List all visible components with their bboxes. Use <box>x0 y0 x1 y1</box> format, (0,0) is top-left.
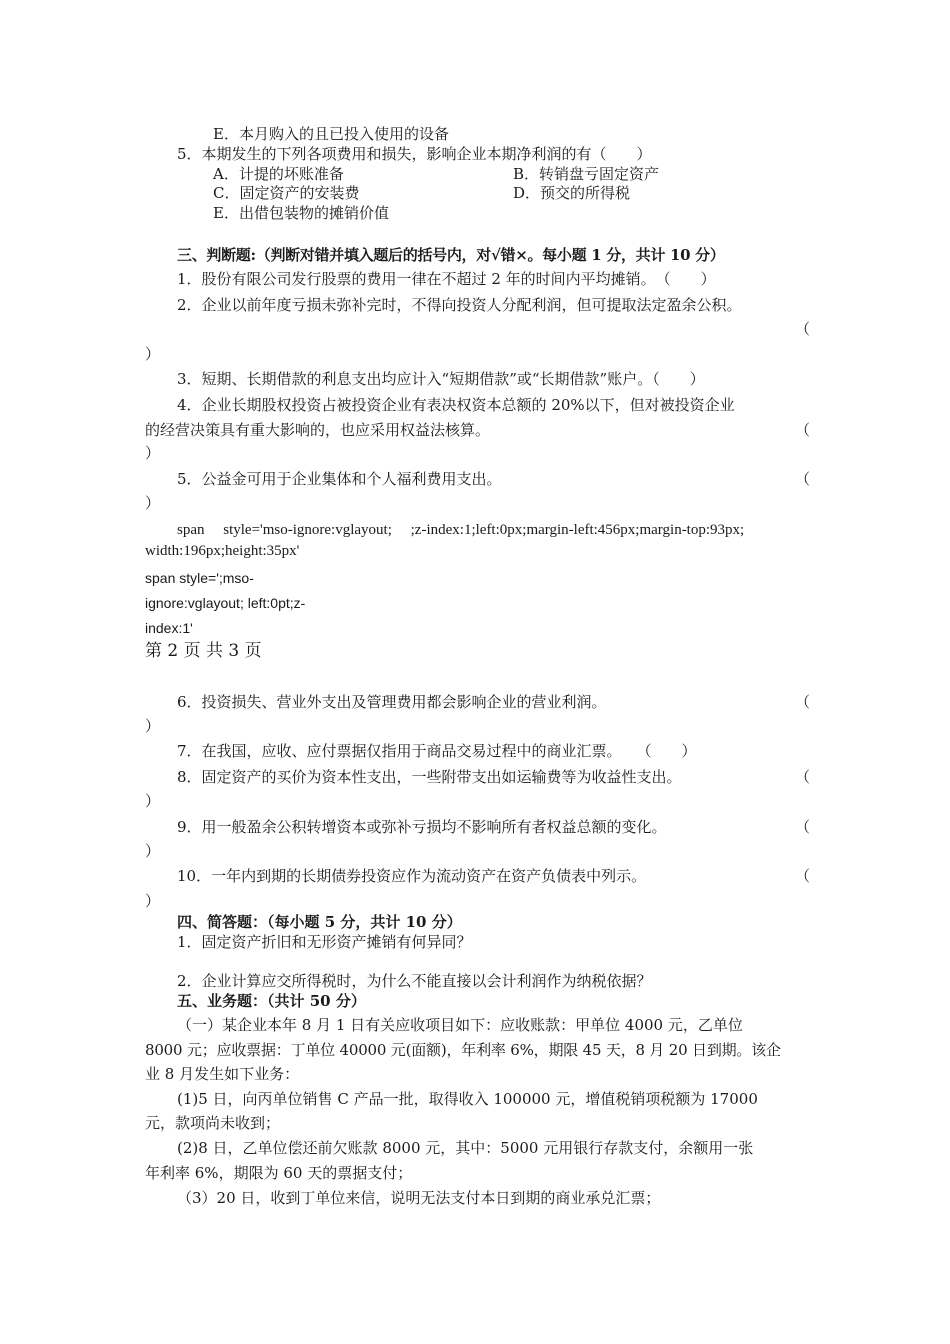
judgment-4-line1: 4．企业长期股权投资占被投资企业有表决权资本总额的 20%以下，但对被投资企业 <box>177 396 735 414</box>
paren-open: （ <box>795 818 811 836</box>
judgment-10: 10．一年内到期的长期债券投资应作为流动资产在资产负债表中列示。 <box>177 867 647 885</box>
problem-1-line2: 8000 元；应收票据：丁单位 40000 元(面额)，年利率 6%，期限 45 天，8 月 20 日到期。该企 <box>145 1041 781 1059</box>
section-4-title: 四、简答题：（每小题 5 分，共计 10 分） <box>177 913 462 931</box>
short-answer-1: 1．固定资产折旧和无形资产摊销有何异同？ <box>177 933 472 951</box>
paren-open: （ <box>795 768 811 786</box>
paren-close: ） <box>145 345 161 363</box>
question-5: 5．本期发生的下列各项费用和损失，影响企业本期净利润的有（ ） <box>177 145 652 163</box>
item-2-line1: (2)8 日，乙单位偿还前欠账款 8000 元，其中：5000 元用银行存款支付，余额用一张 <box>177 1139 754 1157</box>
paren-open: （ <box>795 693 811 711</box>
artifact-line-4: ignore:vglayout; left:0pt;z- <box>145 595 306 611</box>
option-a: A．计提的坏账准备 <box>213 165 344 183</box>
artifact-line-5: index:1' <box>145 620 193 636</box>
judgment-4-line2: 的经营决策具有重大影响的，也应采用权益法核算。 <box>145 421 491 439</box>
option-b: B．转销盘亏固定资产 <box>513 165 660 183</box>
paren-close: ） <box>145 717 161 735</box>
paren-open: （ <box>795 470 811 488</box>
artifact-line-1: span style='mso-ignore:vglayout; ;z-index:1;left:0px;margin-left:456px;margin-top:93px; <box>177 522 745 538</box>
option-e: E．出借包装物的摊销价值 <box>213 204 389 222</box>
judgment-1: 1．股份有限公司发行股票的费用一律在不超过 2 年的时间内平均摊销。 （ ） <box>177 270 716 288</box>
item-1-line1: (1)5 日，向丙单位销售 C 产品一批，取得收入 100000 元，增值税销项税额为 17000 <box>177 1090 758 1108</box>
paren-close: ） <box>145 792 161 810</box>
page-number: 第 2 页 共 3 页 <box>145 641 262 661</box>
item-2-line2: 年利率 6%，期限为 60 天的票据支付； <box>145 1164 413 1182</box>
problem-1-line1: （一）某企业本年 8 月 1 日有关应收项目如下：应收账款：甲单位 4000 元，乙单位 <box>177 1016 743 1034</box>
paren-close: ） <box>145 842 161 860</box>
paren-close: ） <box>145 444 161 462</box>
artifact-line-3: span style=';mso- <box>145 570 254 586</box>
paren-open: （ <box>795 867 811 885</box>
judgment-5: 5．公益金可用于企业集体和个人福利费用支出。 <box>177 470 502 488</box>
paren-open: （ <box>795 421 811 439</box>
paren-open: （ <box>795 320 811 338</box>
paren-close: ） <box>145 494 161 512</box>
option-e-prev: E．本月购入的且已投入使用的设备 <box>213 125 449 143</box>
judgment-3: 3．短期、长期借款的利息支出均应计入“短期借款”或“长期借款”账户。（ ） <box>177 370 705 388</box>
item-1-line2: 元，款项尚未收到； <box>145 1114 281 1132</box>
option-d: D．预交的所得税 <box>513 184 631 202</box>
judgment-8: 8．固定资产的买价为资本性支出，一些附带支出如运输费等为收益性支出。 <box>177 768 682 786</box>
judgment-7: 7．在我国，应收、应付票据仅指用于商品交易过程中的商业汇票。 （ ） <box>177 742 697 760</box>
paren-close: ） <box>145 892 161 910</box>
judgment-9: 9．用一般盈余公积转增资本或弥补亏损均不影响所有者权益总额的变化。 <box>177 818 667 836</box>
judgment-2: 2．企业以前年度亏损未弥补完时，不得向投资人分配利润，但可提取法定盈余公积。 <box>177 296 742 314</box>
section-5-title: 五、业务题：（共计 50 分） <box>177 992 366 1010</box>
problem-1-line3: 业 8 月发生如下业务： <box>145 1065 300 1083</box>
item-3: （3）20 日，收到丁单位来信，说明无法支付本日到期的商业承兑汇票； <box>177 1189 661 1207</box>
judgment-6: 6．投资损失、营业外支出及管理费用都会影响企业的营业利润。 <box>177 693 607 711</box>
short-answer-2: 2．企业计算应交所得税时，为什么不能直接以会计利润作为纳税依据？ <box>177 972 652 990</box>
section-3-title: 三、判断题:（判断对错并填入题后的括号内，对√错×。每小题 1 分，共计 10 分） <box>177 246 725 264</box>
artifact-line-2: width:196px;height:35px' <box>145 543 300 559</box>
option-c: C．固定资产的安装费 <box>213 184 360 202</box>
